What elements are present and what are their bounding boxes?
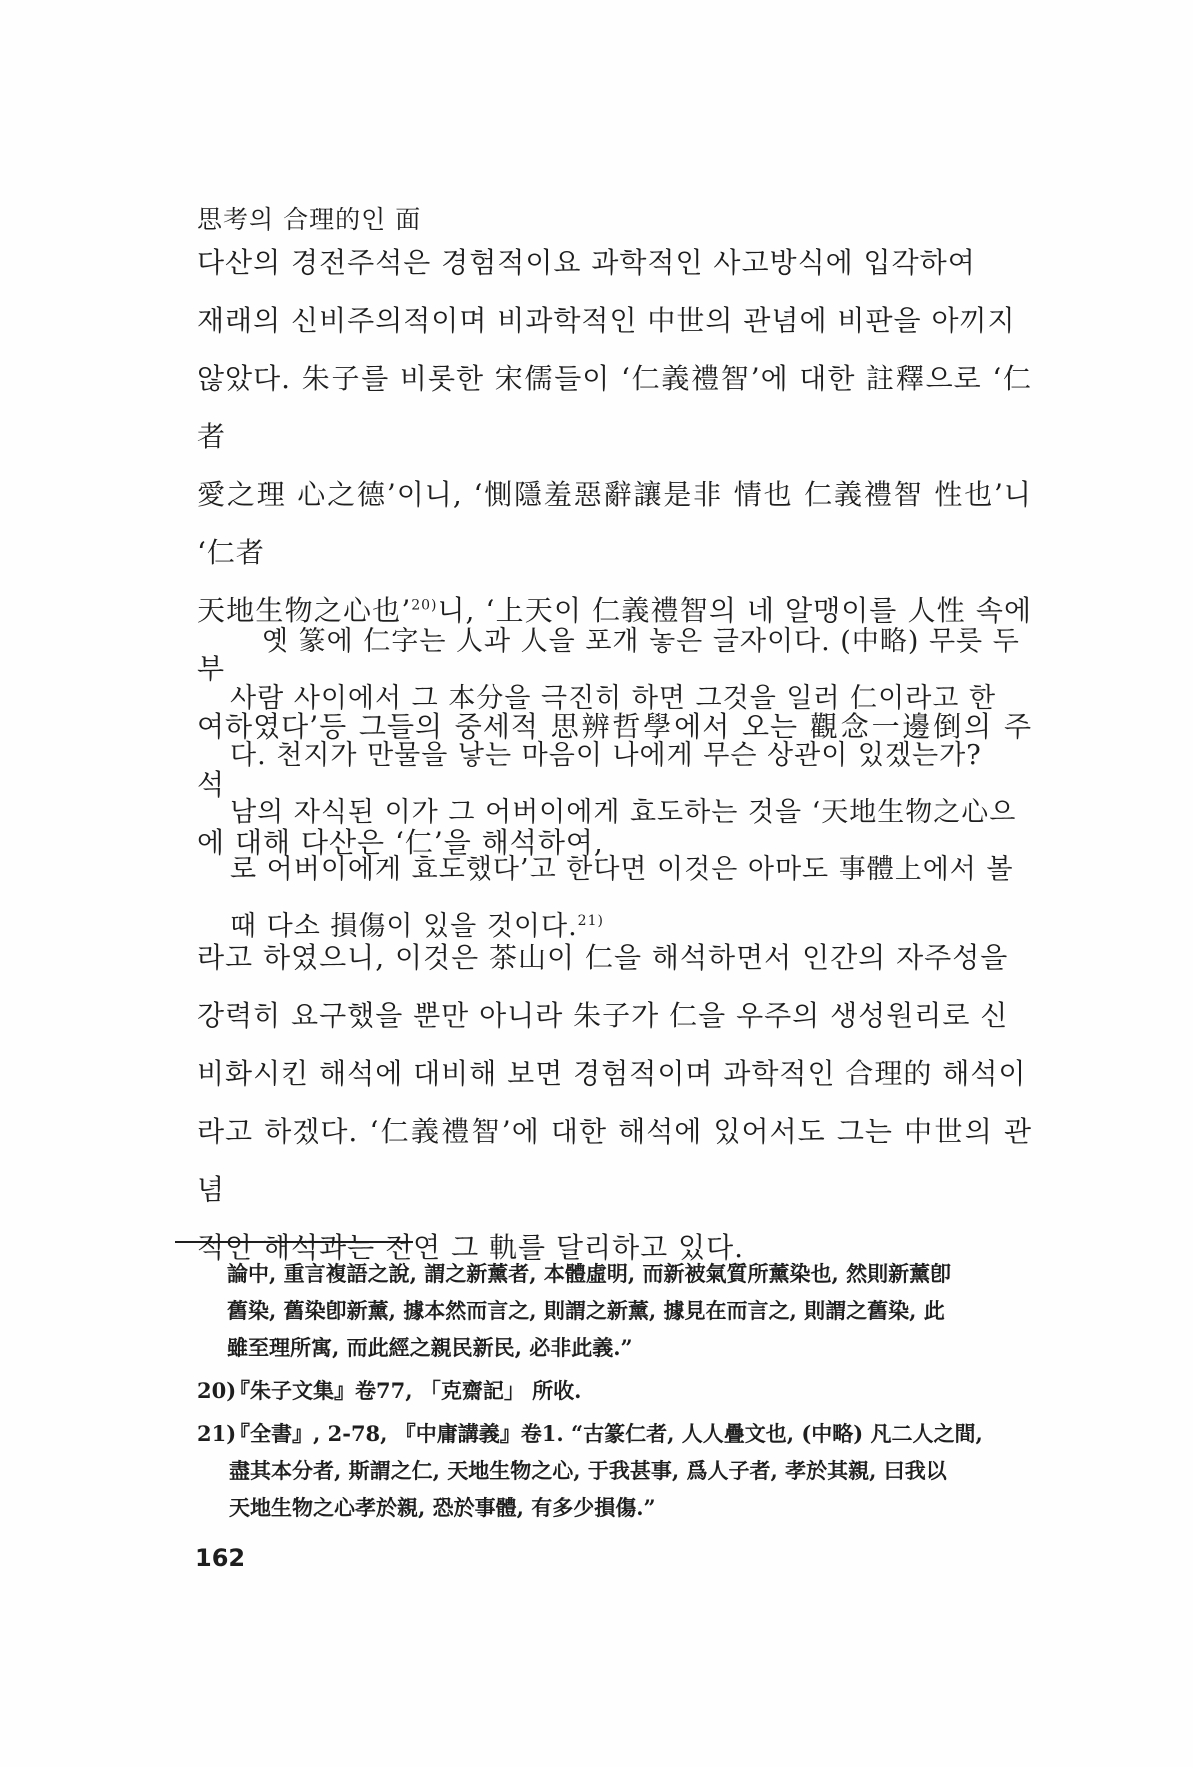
text-line: 愛之理 心之德’이니, ‘惻隱羞惡辭讓是非 情也 仁義禮智 性也’니 ‘仁者 (197, 478, 1032, 569)
footnote-text: 天地生物之心孝於親, 恐於事體, 有多少損傷.” (229, 1495, 656, 1520)
footnote-divider (175, 1241, 413, 1243)
text-line: 비화시킨 해석에 대비해 보면 경험적이며 과학적인 合理的 해석이 (197, 1057, 1027, 1090)
footnote-continuation-line: 雖至理所寓, 而此經之親民新民, 必非此義.” (227, 1335, 633, 1360)
quote-line (230, 613, 1020, 670)
text-line: 않았다. 朱子를 비롯한 宋儒들이 ‘仁義禮智’에 대한 註釋으로 ‘仁者 (197, 362, 1032, 453)
quote-line: 남의 자식된 이가 그 어버이에게 효도하는 것을 ‘天地生物之心으 (230, 797, 1017, 828)
footnote-text: 盡其本分者, 斯謂之仁, 天地生物之心, 于我甚事, 爲人子者, 孝於其親, 曰我以 (229, 1458, 947, 1483)
footnote-continuation-line: 論中, 重言複語之說, 謂之新薰者, 本體虛明, 而新被氣質所薰染也, 然則新薰卽 (227, 1261, 952, 1286)
text-segment: 옛 篆에 仁字는 人과 人을 포개 놓은 글자이다. (中略) 무릇 두 (262, 626, 1020, 657)
quote-line: 로 어버이에게 효도했다’고 한다면 이것은 아마도 事體上에서 볼 (230, 854, 1014, 885)
text-line: 여하였다’등 그들의 중세적 思辨哲學에서 오는 觀念一邊倒의 주석 (197, 710, 1032, 801)
footnote-20 (197, 1372, 1037, 1409)
section-heading: 思考의 合理的인 面 (197, 205, 422, 234)
text-segment: 天地生物之心也’ (197, 594, 412, 627)
footnote-number: 21) (197, 1421, 237, 1446)
quote-line: 다. 천지가 만물을 낳는 마음이 나에게 무슨 상관이 있겠는가? (230, 740, 982, 771)
footnote-21 (197, 1415, 1037, 1526)
text-line: 에 대해 다산은 ‘仁’을 해석하여, (197, 826, 604, 859)
footnote-ref-21: 21) (577, 913, 604, 929)
text-segment: 니, ‘上天이 仁義禮智의 네 알맹이를 人性 속에 부 (197, 594, 1032, 685)
page-number: 162 (195, 1544, 246, 1572)
block-quote (230, 613, 1020, 955)
footnote-number: 20) (197, 1378, 237, 1403)
footnote-text: 『全書』, 2-78, 『中庸講義』卷1. “古篆仁者, 人人疊文也, (中略) 凡二人之間, (229, 1421, 983, 1446)
text-line: 적인 해석과는 전연 그 軌를 달리하고 있다. (197, 1231, 745, 1264)
text-line: 라고 하겠다. ‘仁義禮智’에 대한 해석에 있어서도 그는 中世의 관념 (197, 1115, 1032, 1206)
text-line: 강력히 요구했을 뿐만 아니라 朱子가 仁을 우주의 생성원리로 신 (197, 999, 1009, 1032)
footnote-ref-20: 20) (411, 597, 438, 614)
footnotes (197, 1255, 1037, 1526)
text-line: 다산의 경전주석은 경험적이요 과학적인 사고방식에 입각하여 (197, 246, 976, 279)
quote-line: 사람 사이에서 그 本分을 극진히 하면 그것을 일러 仁이라고 한 (230, 683, 997, 714)
text-line: 재래의 신비주의적이며 비과학적인 中世의 관념에 비판을 아끼지 (197, 304, 1016, 337)
text-segment: 때 다소 損傷이 있을 것이다. (230, 911, 578, 942)
footnote-text: 『朱子文集』卷77, 「克齋記」 所收. (229, 1378, 582, 1403)
body-paragraph-2 (197, 929, 1032, 1277)
text-line: 라고 하였으니, 이것은 茶山이 仁을 해석하면서 인간의 자주성을 (197, 941, 1009, 974)
footnote-continuation-line: 舊染, 舊染卽新薰, 據本然而言之, 則謂之新薰, 據見在而言之, 則謂之舊染, 此 (227, 1298, 945, 1323)
